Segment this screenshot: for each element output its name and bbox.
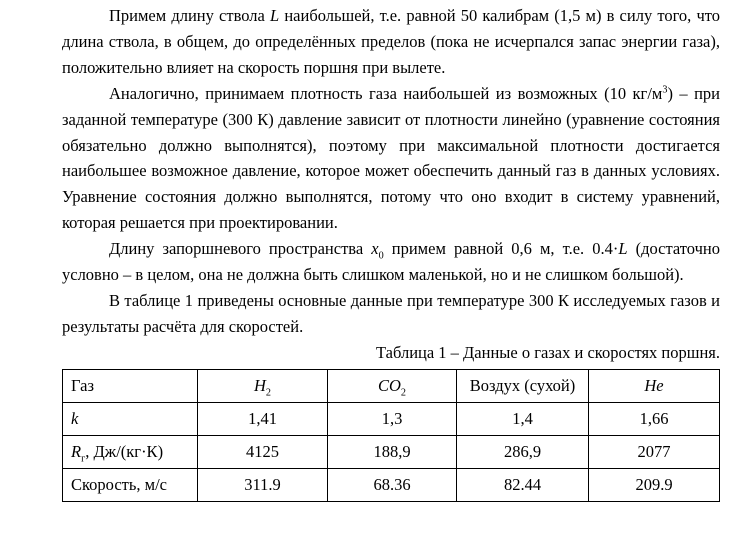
text-segment: 1,3 <box>381 408 403 428</box>
table-cell <box>457 468 589 501</box>
text-segment: L <box>270 6 280 25</box>
text-segment: 4125 <box>246 441 279 461</box>
text-segment: He <box>644 375 664 395</box>
text-segment: Скорость, м/с <box>71 474 168 494</box>
text-segment: 1,66 <box>639 408 669 428</box>
text-segment: Примем длину ствола <box>109 6 270 25</box>
paragraph <box>62 236 720 288</box>
text-segment: x <box>371 239 379 259</box>
body-text <box>62 3 720 340</box>
paragraph <box>62 3 720 81</box>
text-segment: 188,9 <box>373 441 411 461</box>
table-row <box>63 435 720 468</box>
text-segment: (достаточно условно – в целом, она не должна быть слишком маленькой, но и не слишком большой). <box>62 239 720 285</box>
data-table-body <box>63 369 720 501</box>
text-segment: H <box>253 375 266 395</box>
row-label-cell <box>63 468 198 501</box>
table-cell <box>328 468 457 501</box>
table-cell <box>328 435 457 468</box>
text-segment: 2 <box>400 387 407 399</box>
table-row <box>63 402 720 435</box>
table-cell <box>198 435 328 468</box>
text-segment: ) – при заданной температуре (300 К) давление зависит от плотности линейно (уравнение состояния обязательно должно выполнятся), поэтому при максимальной плотности достигается наибольшее возможное давление, которое может обеспечить данный газ в данных условиях. Уравнение состояния должно выполнятся, потому что оно входит в систему уравнений, которая решается при проектировании. <box>62 83 720 233</box>
text-segment: Таблица 1 – Данные о газах и скоростях поршня. <box>375 342 720 362</box>
text-segment: CO <box>377 375 401 395</box>
text-segment: L <box>618 239 628 259</box>
text-segment: наибольшей, т.е. равной 50 калибрам (1,5 м) в силу того, что длина ствола, в общем, до определённых пределов (пока не исчерпался запас энергии газа), положительно влияет на скорость поршня при вылете. <box>62 6 721 77</box>
table-row <box>63 468 720 501</box>
text-segment: 68.36 <box>373 474 411 494</box>
row-label-cell <box>63 435 198 468</box>
table-cell <box>328 369 457 402</box>
table-cell <box>198 369 328 402</box>
text-segment: 209.9 <box>635 474 673 494</box>
table-caption <box>62 340 720 366</box>
text-segment: 2 <box>265 387 272 399</box>
data-table <box>62 369 720 502</box>
text-segment: 1,41 <box>248 408 277 428</box>
text-segment: примем равной 0,6 м, т.е. 0.4· <box>383 239 619 259</box>
text-segment: R <box>71 441 82 461</box>
text-segment: 1,4 <box>512 408 533 428</box>
table-cell <box>198 402 328 435</box>
paragraph <box>62 81 720 236</box>
table-cell <box>457 402 589 435</box>
text-segment: 286,9 <box>503 441 542 461</box>
text-segment: Воздух (сухой) <box>469 375 576 395</box>
text-segment: 82.44 <box>503 474 542 494</box>
paragraph <box>62 288 720 340</box>
table-cell <box>198 468 328 501</box>
text-segment: Длину запоршневого пространства <box>109 239 372 259</box>
text-segment: , Дж/(кг·К) <box>85 441 164 461</box>
row-label-cell <box>63 402 198 435</box>
text-segment: г <box>81 453 86 465</box>
text-segment: 311.9 <box>244 474 281 494</box>
text-segment: 2077 <box>637 441 671 461</box>
text-segment: Газ <box>71 375 94 395</box>
table-cell <box>589 468 720 501</box>
text-segment: 0 <box>378 250 384 262</box>
text-segment: k <box>71 408 79 428</box>
table-cell <box>328 402 457 435</box>
row-label-cell <box>63 369 198 402</box>
text-segment: Аналогично, принимаем плотность газа наибольшей из возможных (10 кг/м <box>109 83 663 103</box>
table-cell <box>589 402 720 435</box>
text-segment: 3 <box>662 84 668 96</box>
table-cell <box>457 435 589 468</box>
table-cell <box>589 369 720 402</box>
table-row <box>63 369 720 402</box>
text-segment: В таблице 1 приведены основные данные при температуре 300 К исследуемых газов и результаты расчёта для скоростей. <box>62 290 720 336</box>
table-cell <box>589 435 720 468</box>
table-cell <box>457 369 589 402</box>
